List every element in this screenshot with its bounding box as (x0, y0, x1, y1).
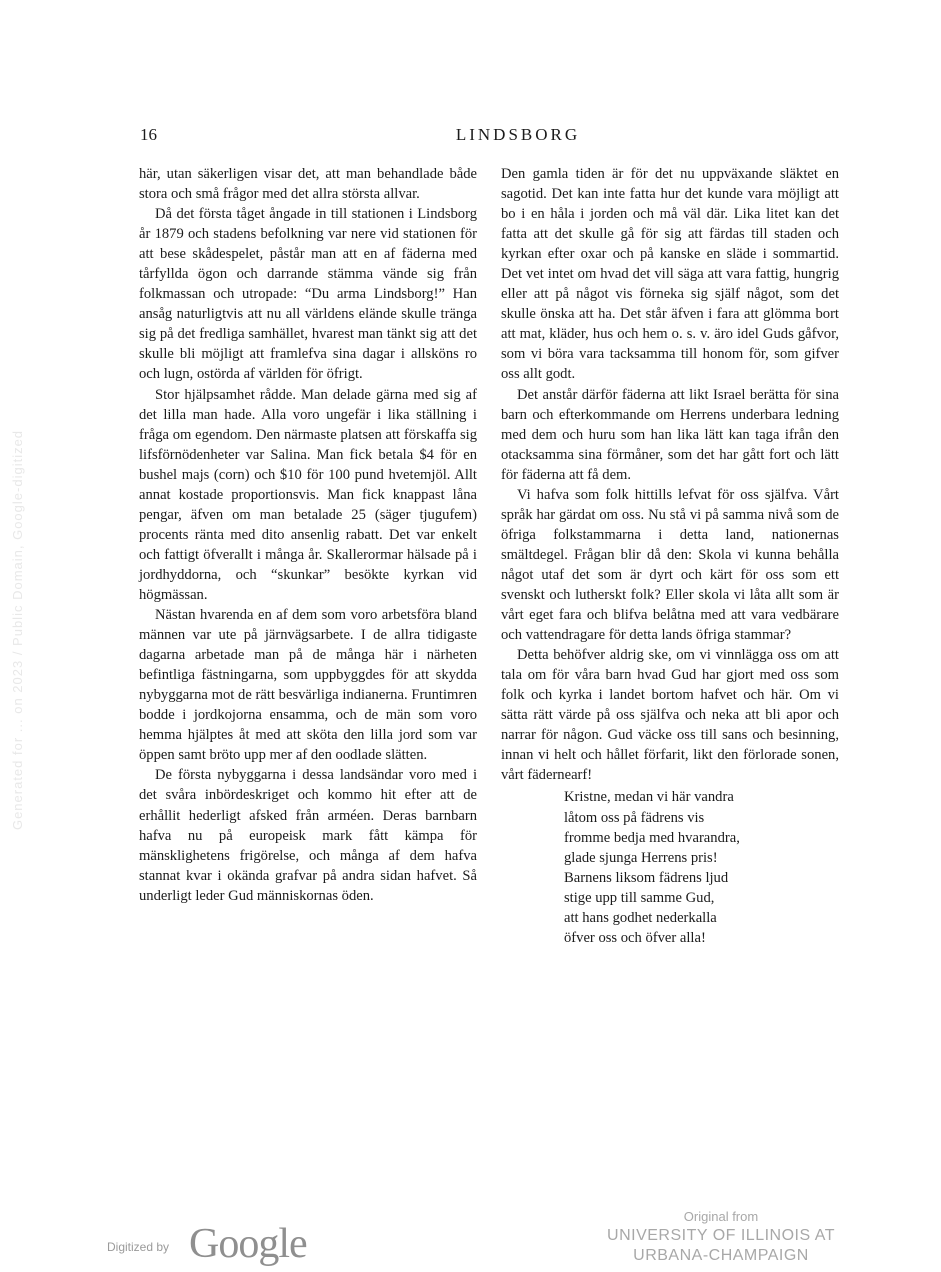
right-column (501, 164, 839, 948)
paragraph: här, utan säkerligen visar det, att man behandlade både stora och små frågor med det allra största allvar. (139, 166, 477, 203)
paragraph: Detta behöfver aldrig ske, om vi vinnlägga oss om att tala om för våra barn hvad Gud har gjort med oss som folk och kyrka i landet bortom hafvet och här. Om vi sätta rätt värde på oss själfva och neka att bli apor och narrar för någon. Gud väcke oss till sans och besinning, innan vi helt och hållet förfarit, likt den förlorade sonen, vårt fädernearf! (501, 647, 839, 784)
left-column (139, 164, 477, 906)
paragraph: Vi hafva som folk hittills lefvat för oss själfva. Vårt språk har gärdat om oss. Nu stå vi på samma nivå som de öfriga folkstammarna i detta land, nationernas smältdegel. Frågan blir då den: Skola vi kunna behålla något utaf det som är dyrt och kärt för oss som ett svenskt och lutherskt folk? Eller skola vi låta allt som är vårt eget fara och blifva belåtna med att vara vedbärare och vattendragare för detta lands öfriga stammar? (501, 486, 839, 644)
digitized-label: Digitized by (107, 1240, 170, 1254)
page-number: 16 (140, 125, 157, 144)
paragraph: Stor hjälpsamhet rådde. Man delade gärna med sig af det lilla man hade. Alla voro ungefär i lika ställning i fråga om egendom. Den närmaste platsen att förskaffa sig lifsförnödenheter var Salina. Man fick betala $4 för en bushel majs (corn) och $10 för 100 pund hvetemjöl. Allt annat kostade proportionsvis. Man fick knappast låna pengar, äfven om man betalade 25 (säger tjugufem) procents ränta med dito ansenlig rabatt. Det var enkelt och fattigt öfverallt i många år. Skallerormar hälsade på i jordhyddorna, och “skunkar” besökte kyrkan vid högmässan. (139, 386, 477, 603)
verse-line: glade sjunga Herrens pris! (564, 849, 718, 866)
original-from-block (591, 1208, 851, 1266)
institution-line: UNIVERSITY OF ILLINOIS AT (607, 1227, 835, 1244)
paragraph: Den gamla tiden är för det nu uppväxande släktet en sagotid. Det kan inte fatta hur det kunde vara möjligt att bo i en håla i jorden och må väl där. Lika litet kan det fatta att det skulle gå för sig att färdas till staden och kyrkan efter oxar och på kanske en släde i sommartid. Det vet intet om hvad det vill säga att vara fattig, hungrig eller att på något vis förneka sig själf något, som det skulle önska att ha. Det står äfven i fara att glömma bort att mat, kläder, hus och hem o. s. v. äro idel Guds gåfvor, som vi böra vara tacksamma till honom för, som gifver oss allt godt. (501, 166, 839, 383)
verse-line: fromme bedja med hvarandra, (564, 829, 740, 846)
running-title: LINDSBORG (455, 125, 581, 144)
institution-line: URBANA-CHAMPAIGN (633, 1247, 809, 1264)
verse-line: Kristne, medan vi här vandra (564, 789, 734, 806)
verse-line: låtom oss på fädrens vis (564, 809, 705, 826)
paragraph: Nästan hvarenda en af dem som voro arbetsföra bland männen var ute på järnvägsarbete. I de allra tidigaste dagarna arbetade man på de många här i närheten befintliga fästningarna, som uppbyggdes för att skydda nybyggarna mot de rätt besvärliga indianerna. Fruntimren bodde i jordkojorna ensamma, och de män som voro hemma hjälptes åt med att sköta den lilla jord som var öppen samt bröto upp mer af den oodlade slätten. (139, 607, 477, 764)
verse-line: öfver oss och öfver alla! (564, 929, 706, 946)
digitized-by-google (107, 1222, 347, 1272)
verse-line: att hans godhet nederkalla (564, 909, 717, 926)
side-watermark: Generated for ... on 2023 / Public Domain, Google-digitized (10, 429, 25, 831)
paragraph: Det anstår därför fäderna att likt Israel berätta för sina barn och efterkommande om Herrens underbara ledning med dem och huru som han lika lätt kan taga ifrån den otacksamma sina förmåner, som det har gått fort och lätt för fäderna att få dem. (501, 386, 839, 483)
page-header (140, 125, 840, 149)
paragraph: De första nybyggarna i dessa landsändar voro med i det svåra inbördeskriget och kommo hit efter att de erhållit hederligt afsked från arméen. Deras barnbarn hafva nu på europeisk mark fått kämpa för mänsklighetens frigörelse, och många af dem hafva stannat kvar i okända grafvar på andra sidan hafvet. Så underligt leder Gud människornas öden. (139, 767, 477, 904)
verse-line: stige upp till samme Gud, (564, 889, 715, 906)
verse-line: Barnens liksom fädrens ljud (564, 869, 729, 886)
original-from-label: Original from (683, 1209, 759, 1224)
paragraph: Då det första tåget ångade in till stationen i Lindsborg år 1879 och stadens befolkning var nere vid stationen för att bese skådespelet, påstår man att en af fäderna med tårfyllda ögon och darrande stämma vände sig från folkmassan och utropade: “Du arma Lindsborg!” Han ansåg naturligtvis att nu all världens elände skulle tränga sig på det fredliga samhället, hvarest man tänkt sig att det skulle bli möjligt att framlefva sina dagar i allsköns ro och lugn, ostörda af världen för öfrigt. (139, 206, 477, 383)
google-logo: Google (189, 1221, 307, 1267)
hymn-verse (564, 787, 839, 947)
